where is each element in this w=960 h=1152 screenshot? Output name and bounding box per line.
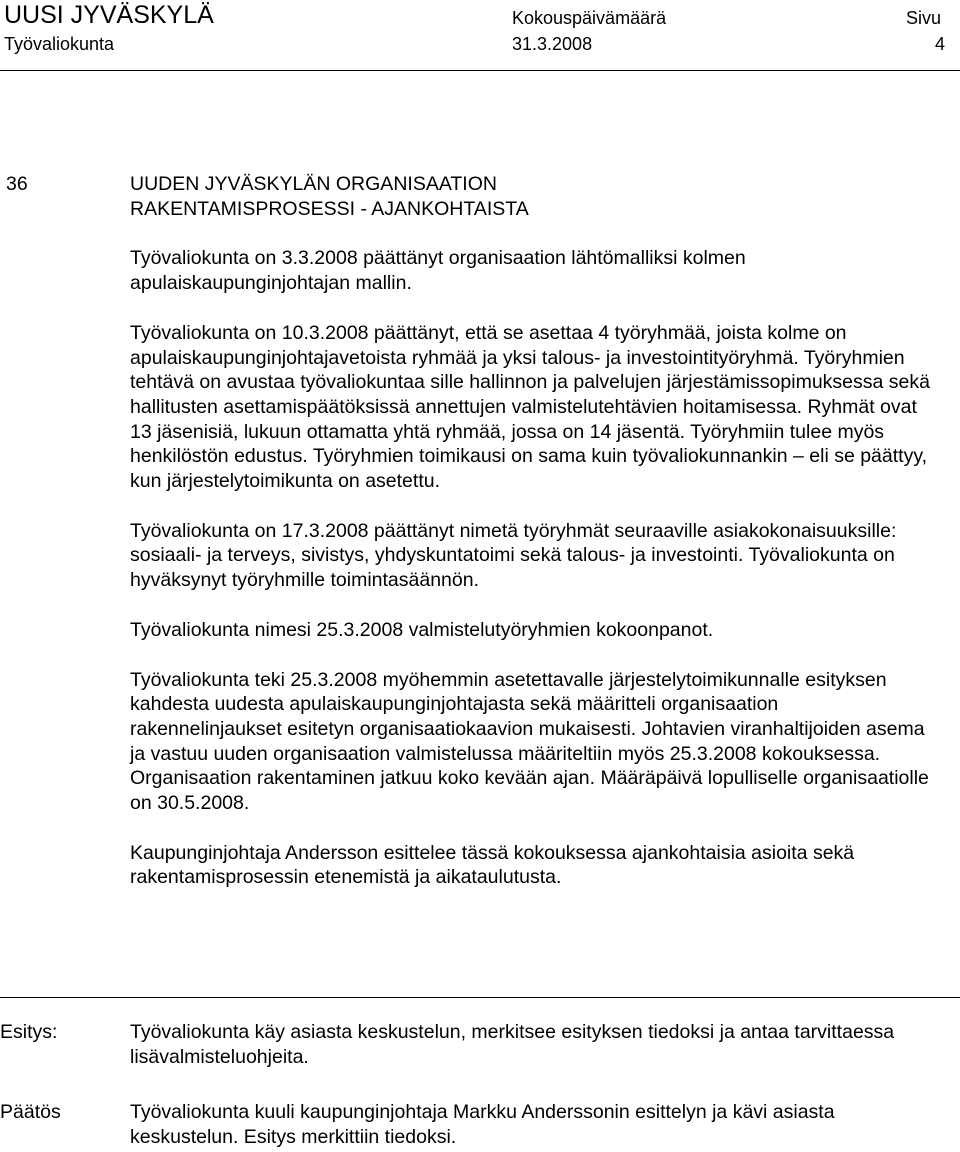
- header-divider: [0, 70, 960, 71]
- paragraph: Kaupunginjohtaja Andersson esittelee tässä kokouksessa ajankohtaisia asioita sekä rakentamisprosessin etenemistä ja aikataulutusta.: [130, 841, 855, 889]
- paragraph: Työvaliokunta on 17.3.2008 päättänyt nimetä työryhmät seuraaville asiakokonaisuuksille: sosiaali- ja terveys, sivistys, yhdyskuntatoimi sekä talous- ja investointi. Työvaliokunta on hyväksynyt työryhmille toimintasäännön.: [130, 519, 897, 592]
- paragraph: Työvaliokunta on 3.3.2008 päättänyt organisaation lähtömalliksi kolmen apulaiskaupunginjohtajan mallin.: [130, 247, 746, 295]
- paragraph: Työvaliokunta nimesi 25.3.2008 valmistelutyöryhmien kokoonpanot.: [130, 618, 714, 641]
- header-date: 31.3.2008: [512, 34, 593, 54]
- header-org: UUSI JYVÄSKYLÄ: [4, 1, 214, 29]
- item-body: [130, 172, 930, 915]
- proposal-text: Työvaliokunta käy asiasta keskustelun, merkitsee esityksen tiedoksi ja antaa tarvittaessa lisävalmisteluohjeita.: [130, 1021, 895, 1068]
- header-date-label: Kokouspäivämäärä: [512, 8, 667, 28]
- decision-text: Työvaliokunta kuuli kaupunginjohtaja Markku Anderssonin esittelyn ja kävi asiasta keskustelun. Esitys merkittiin tiedoksi.: [130, 1101, 835, 1148]
- paragraph: Työvaliokunta teki 25.3.2008 myöhemmin asetettavalle järjestelytoimikunnalle esityksen kahdesta uudesta apulaiskaupunginjohtajasta sekä määritteli organisaation rakennelinjaukset esitetyn organisaatiokaavion mukaisesti. Johtavien viranhaltijoiden asema ja vastuu uuden organisaation valmistelussa määriteltiin myös 25.3.2008 kokouksessa. Organisaation rakentaminen jatkuu koko kevään ajan. Määräpäivä lopulliselle organisaatiolle on 30.5.2008.: [130, 668, 929, 815]
- item-title: UUDEN JYVÄSKYLÄN ORGANISAATION RAKENTAMISPROSESSI - AJANKOHTAISTA: [130, 173, 529, 220]
- decision-label: Päätös: [0, 1101, 61, 1123]
- footer-divider: [0, 997, 960, 998]
- paragraph: Työvaliokunta on 10.3.2008 päättänyt, että se asettaa 4 työryhmää, joista kolme on apulaiskaupunginjohtajavetoista ryhmää ja yksi talous- ja investointityöryhmä. Työryhmien tehtävä on avustaa työvaliokuntaa sille hallinnon ja palvelujen järjestämissopimuksessa sekä hallitusten asettamispäätöksissä annettujen valmistelutehtävien hoitamisessa. Ryhmät ovat 13 jäsenisiä, lukuun ottamatta yhtä ryhmää, jossa on 14 jäsentä. Työryhmiin tulee myös henkilöstön edustus. Työryhmien toimikausi on sama kuin työvaliokunnankin – eli se päättyy, kun järjestelytoimikunta on asetettu.: [130, 321, 930, 493]
- proposal-label: Esitys:: [0, 1021, 58, 1043]
- header-body-name: Työvaliokunta: [4, 34, 115, 54]
- item-number: 36: [6, 173, 28, 195]
- header-page-label: Sivu: [906, 8, 942, 28]
- header-page-number: 4: [935, 34, 946, 54]
